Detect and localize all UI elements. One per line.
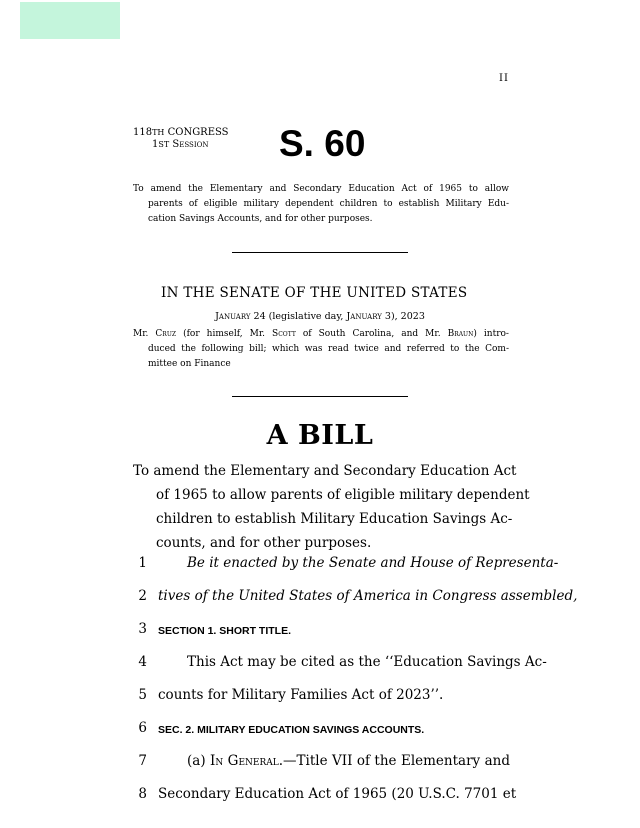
bill-line	[0, 683, 640, 716]
line-number: 8	[138, 786, 147, 802]
congress-line: 118TH CONGRESS	[133, 127, 229, 138]
introduction-date: January 24 (legislative day, January 3), 2023	[215, 311, 425, 322]
bill-title	[133, 459, 530, 555]
line-text: counts for Military Families Act of 2023’’.	[158, 687, 444, 703]
bill-number: S. 60	[279, 123, 366, 164]
line-text: This Act may be cited as the ‘‘Education Savings Ac-	[187, 654, 547, 670]
line-number: 2	[138, 588, 147, 604]
bill-text	[0, 551, 640, 815]
title-line: children to establish Military Education Savings Ac-	[156, 511, 513, 527]
divider	[232, 252, 408, 253]
session-line: 1ST Session	[152, 139, 209, 150]
line-text: Be it enacted by the Senate and House of Representa-	[187, 555, 559, 571]
bill-line	[0, 716, 640, 749]
purpose-line: cation Savings Accounts, and for other purposes.	[148, 214, 373, 224]
line-text: tives of the United States of America in Congress assembled,	[158, 588, 578, 604]
line-number: 4	[138, 654, 147, 670]
line-text: Secondary Education Act of 1965 (20 U.S.C. 7701 et	[158, 786, 517, 802]
line-number: 6	[138, 720, 147, 736]
divider	[232, 396, 408, 397]
purpose-line: parents of eligible military dependent children to establish Military Edu-	[148, 199, 509, 209]
bill-purpose	[133, 182, 509, 227]
line-number: 5	[138, 687, 147, 703]
page-mark: II	[499, 73, 509, 84]
bill-line	[0, 650, 640, 683]
purpose-line: To amend the Elementary and Secondary Education Act of 1965 to allow	[133, 184, 509, 194]
intro-line: Mr. Cruz (for himself, Mr. Scott of South Carolina, and Mr. Braun) intro-	[133, 329, 509, 339]
title-line: of 1965 to allow parents of eligible military dependent	[156, 487, 530, 503]
bill-line	[0, 584, 640, 617]
title-line: To amend the Elementary and Secondary Education Act	[133, 463, 517, 479]
title-line: counts, and for other purposes.	[156, 535, 372, 551]
highlight-tab	[20, 2, 120, 39]
section-heading: SECTION 1. SHORT TITLE.	[158, 625, 292, 637]
intro-line: mittee on Finance	[148, 359, 231, 369]
bill-line	[0, 749, 640, 782]
section-heading: SEC. 2. MILITARY EDUCATION SAVINGS ACCOUNTS.	[158, 724, 425, 736]
bill-line	[0, 782, 640, 815]
line-number: 1	[138, 555, 147, 571]
line-text: (a) In General.—Title VII of the Elementary and	[187, 753, 510, 769]
a-bill-heading: A BILL	[266, 420, 374, 451]
bill-line	[0, 617, 640, 650]
line-number: 3	[138, 621, 147, 637]
intro-line: duced the following bill; which was read twice and referred to the Com-	[148, 344, 509, 354]
introduction-statement	[133, 327, 509, 372]
line-number: 7	[138, 753, 147, 769]
congress-session	[133, 127, 229, 151]
bill-line	[0, 551, 640, 584]
chamber-heading: IN THE SENATE OF THE UNITED STATES	[161, 285, 468, 301]
